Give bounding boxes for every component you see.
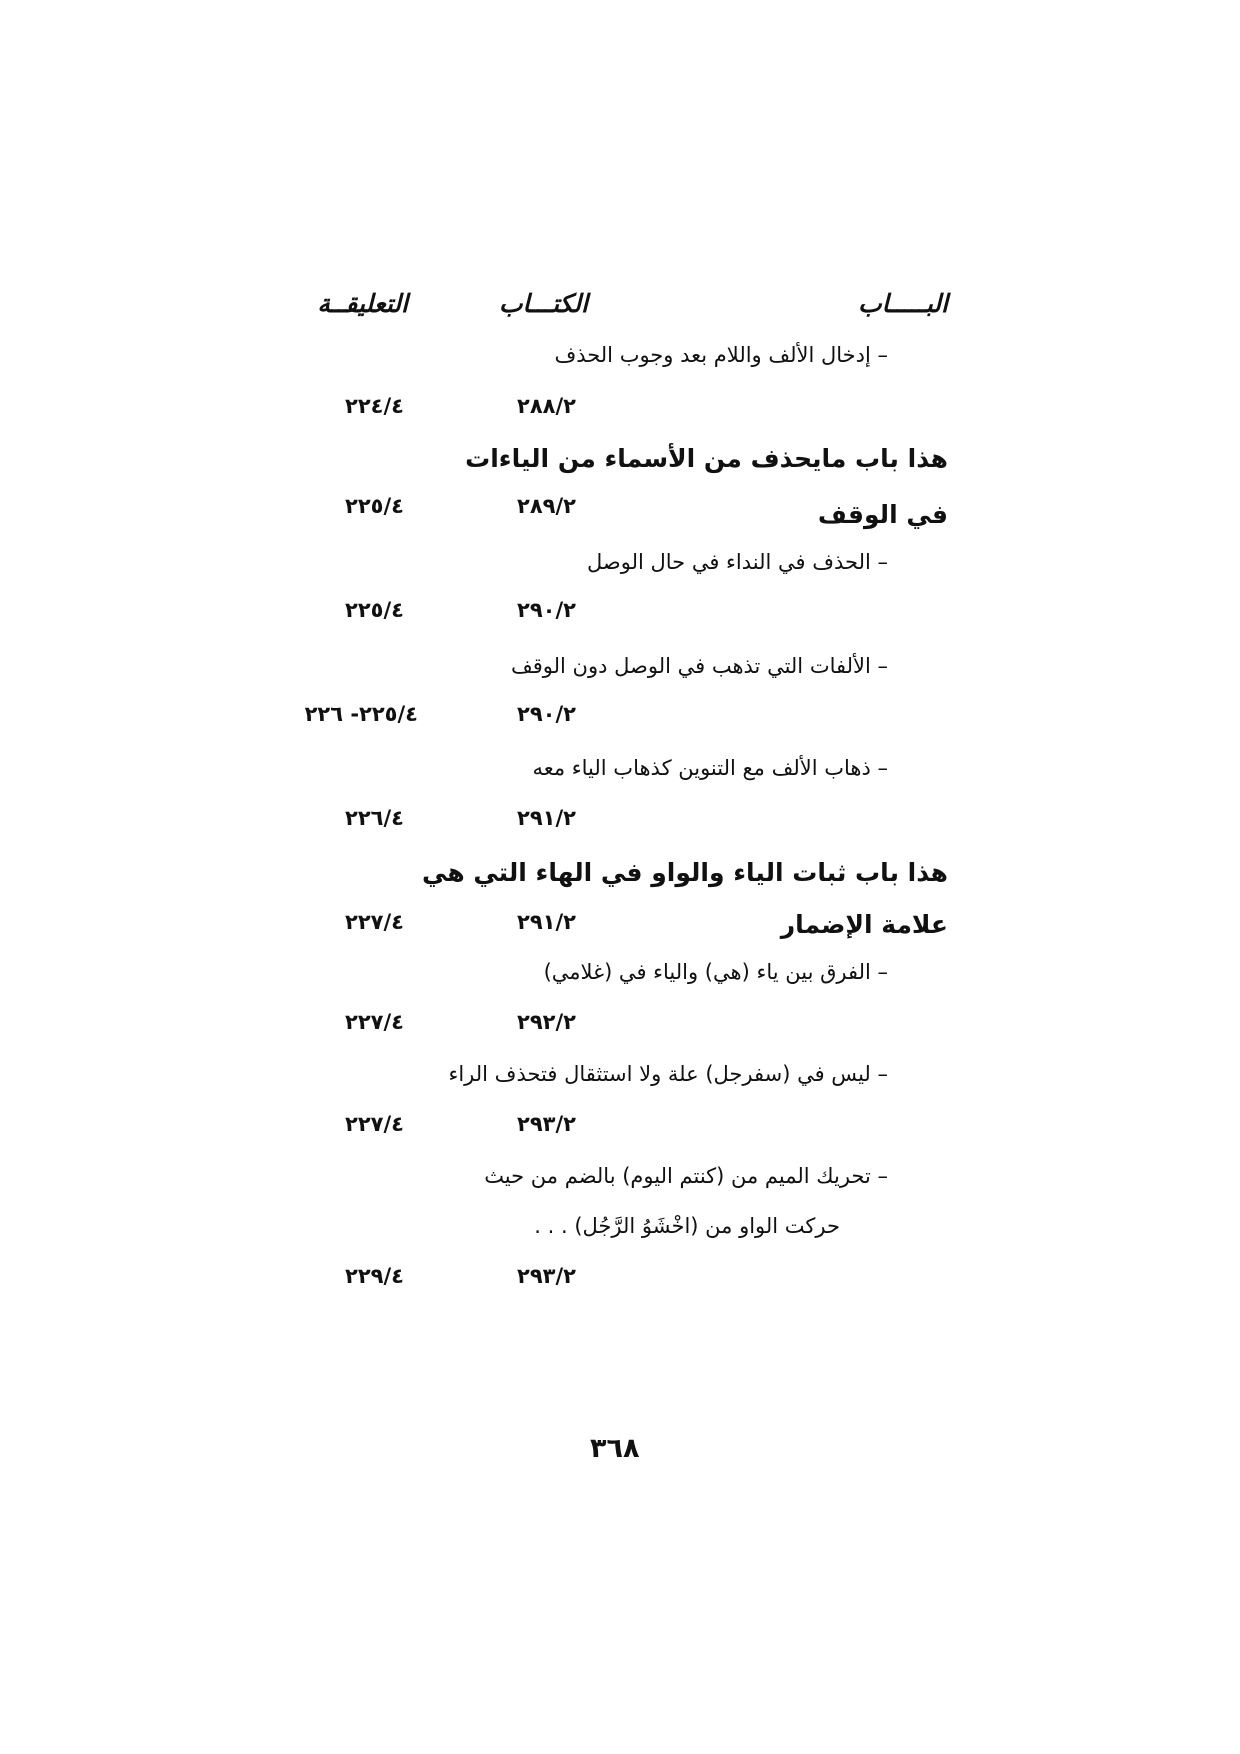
entry-taliqa-ref: ٢٢٩/٤ (345, 1264, 404, 1288)
entry-kitab-ref: ٢٩١/٢ (517, 910, 576, 934)
entry-text: – ذهاب الألف مع التنوين كذهاب الياء معه (532, 756, 888, 780)
entry-kitab-ref: ٢٩١/٢ (517, 806, 576, 830)
entry-text: – إدخال الألف واللام بعد وجوب الحذف (554, 343, 888, 367)
entry-taliqa-ref: ٢٢٧/٤ (345, 1112, 404, 1136)
entry-kitab-ref: ٢٩٣/٢ (517, 1264, 576, 1288)
entry-text: – ليس في (سفرجل) علة ولا استثقال فتحذف الراء (448, 1062, 888, 1086)
section-heading-continued: في الوقف (817, 500, 948, 529)
section-heading-continued: علامة الإضمار (780, 910, 948, 939)
page-number: ٣٦٨ (590, 1433, 640, 1464)
entry-taliqa-ref: ٢٢٧/٤ (345, 1010, 404, 1034)
column-header-taliqa: التعليقــة (317, 289, 408, 318)
entry-taliqa-ref: ٢٢٦/٤ (345, 806, 404, 830)
entry-kitab-ref: ٢٩٠/٢ (517, 702, 576, 726)
entry-text-continued: حركت الواو من (اخْشَوُ الرَّجُل) . . . (534, 1214, 840, 1238)
entry-taliqa-ref: ٢٢٥/٤ (345, 598, 404, 622)
entry-kitab-ref: ٢٩٠/٢ (517, 598, 576, 622)
entry-kitab-ref: ٢٩٢/٢ (517, 1010, 576, 1034)
section-heading: هذا باب ثبات الياء والواو في الهاء التي هي (422, 858, 948, 887)
entry-text: – الألفات التي تذهب في الوصل دون الوقف (511, 654, 888, 678)
entry-kitab-ref: ٢٩٣/٢ (517, 1112, 576, 1136)
entry-taliqa-ref: ٢٢٥/٤- ٢٢٦ (304, 702, 418, 726)
entry-taliqa-ref: ٢٢٤/٤ (345, 394, 404, 418)
column-header-kitab: الكتـــاب (498, 289, 588, 318)
entry-kitab-ref: ٢٨٨/٢ (517, 394, 576, 418)
entry-taliqa-ref: ٢٢٧/٤ (345, 910, 404, 934)
entry-text: – الفرق بين ياء (هي) والياء في (غلامي) (543, 960, 888, 984)
entry-taliqa-ref: ٢٢٥/٤ (345, 494, 404, 518)
entry-text: – الحذف في النداء في حال الوصل (587, 550, 888, 574)
column-header-bab: البـــــاب (858, 289, 948, 318)
entry-kitab-ref: ٢٨٩/٢ (517, 494, 576, 518)
section-heading: هذا باب مايحذف من الأسماء من الياءات (465, 444, 948, 473)
entry-text: – تحريك الميم من (كنتم اليوم) بالضم من حيث (484, 1164, 888, 1188)
